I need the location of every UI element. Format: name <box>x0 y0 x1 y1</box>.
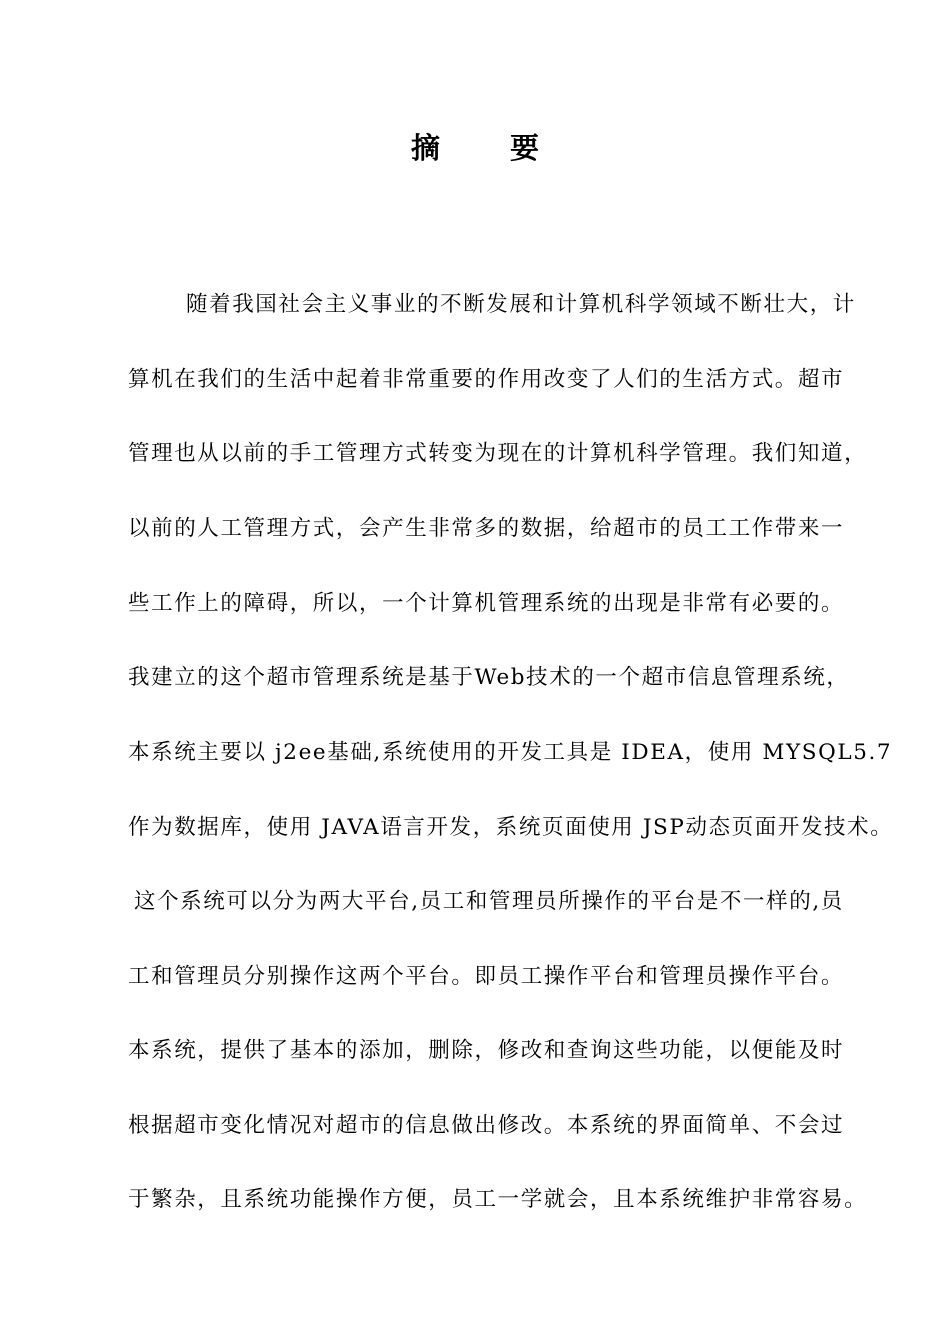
abstract-line: 本系统主要以 j2ee基础,系统使用的开发工具是 IDEA，使用 MYSQL5.7 <box>128 740 893 765</box>
page-title: 摘 要 <box>410 131 570 165</box>
abstract-line: 我建立的这个超市管理系统是基于Web技术的一个超市信息管理系统， <box>128 665 850 690</box>
abstract-line: 随着我国社会主义事业的不断发展和计算机科学领域不断壮大，计 <box>186 292 856 317</box>
abstract-line: 些工作上的障碍，所以，一个计算机管理系统的出现是非常有必要的。 <box>128 591 845 616</box>
abstract-line: 本系统，提供了基本的添加，删除，修改和查询这些功能，以便能及时 <box>128 1038 845 1063</box>
abstract-line: 工和管理员分别操作这两个平台。即员工操作平台和管理员操作平台。 <box>128 964 845 989</box>
abstract-line: 算机在我们的生活中起着非常重要的作用改变了人们的生活方式。超市 <box>128 367 845 392</box>
abstract-line: 于繁杂，且系统功能操作方便，员工一学就会，且本系统维护非常容易。 <box>128 1187 868 1212</box>
abstract-line: 作为数据库，使用 JAVA语言开发，系统页面使用 JSP动态页面开发技术。 <box>128 815 894 840</box>
abstract-line: 根据超市变化情况对超市的信息做出修改。本系统的界面简单、不会过 <box>128 1113 845 1138</box>
abstract-line: 以前的人工管理方式，会产生非常多的数据，给超市的员工工作带来一 <box>128 516 845 541</box>
abstract-line: 管理也从以前的手工管理方式转变为现在的计算机科学管理。我们知道， <box>128 441 868 466</box>
abstract-line: 这个系统可以分为两大平台,员工和管理员所操作的平台是不一样的,员 <box>134 889 844 914</box>
